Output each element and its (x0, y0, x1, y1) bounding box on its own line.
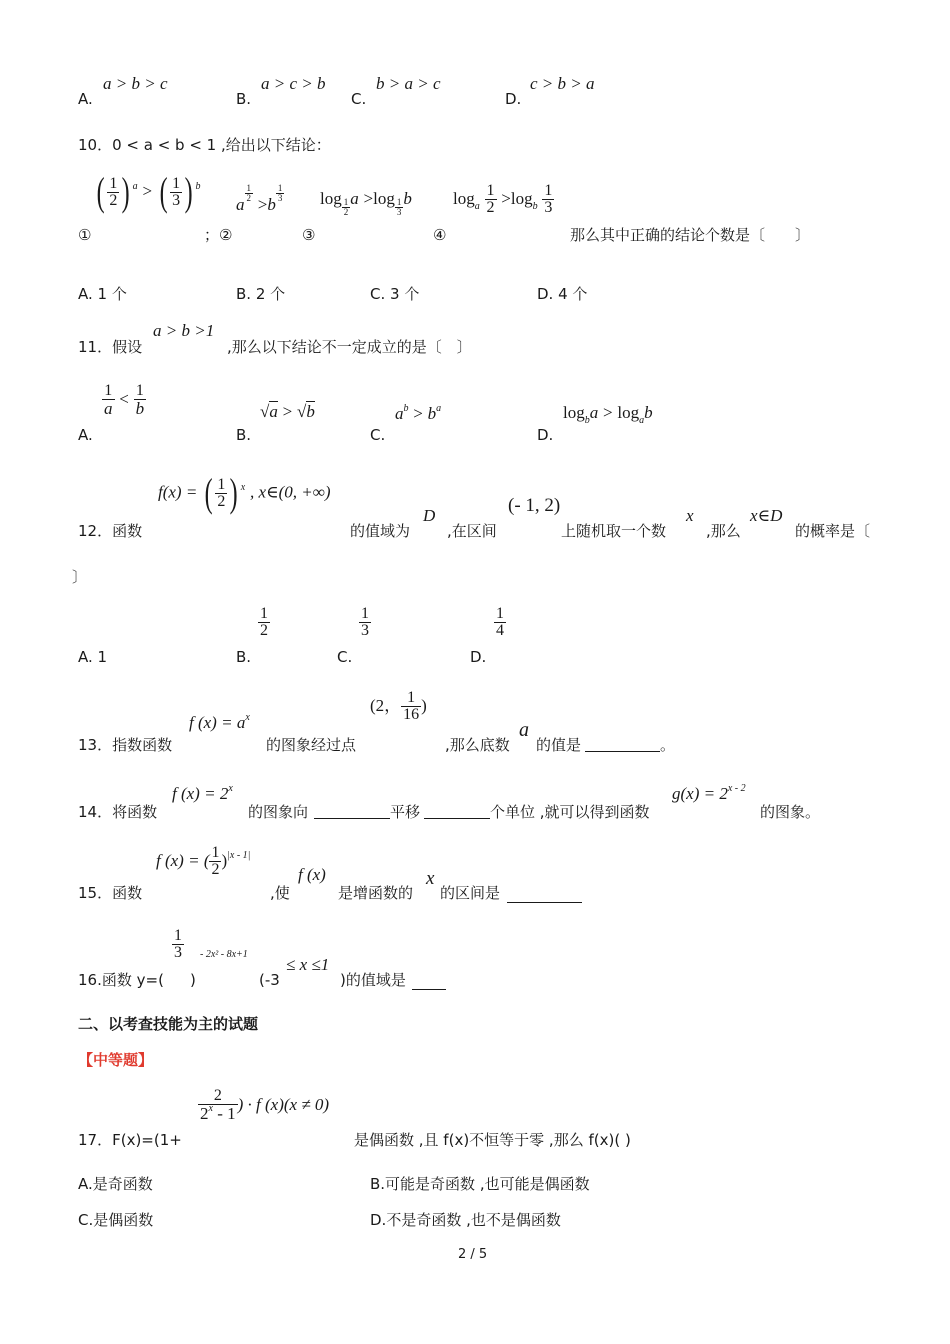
q12-option-c-label: C. (337, 648, 353, 666)
q13-stem-number: 13．指数函数 (78, 736, 173, 754)
q10-option-a: A. 1 个 (78, 285, 127, 303)
q10-option-b: B. 2 个 (236, 285, 286, 303)
q16-close-paren: ) (190, 971, 196, 989)
q12-probability-label: 的概率是〔 (795, 522, 871, 540)
q9-option-c-expr: b > a > c (376, 74, 441, 93)
q9-option-d-label: D. (505, 90, 522, 108)
q10-option-d: D. 4 个 (537, 285, 588, 303)
q11-option-b-label: B. (236, 426, 252, 444)
q16-tail: )的值域是 (340, 971, 406, 989)
q11-option-c-expr: $a^b > b^a$ (395, 403, 442, 423)
q14-units-blank[interactable] (424, 817, 490, 819)
q9-option-b-expr: a > c > b (261, 74, 326, 93)
q16-base-fraction: $\frac{1}{3}$ (174, 927, 182, 961)
q12-domain-symbol: D (423, 506, 436, 525)
q10-question-tail: 那么其中正确的结论个数是〔 〕 (570, 226, 811, 244)
q12-x-symbol: x (686, 506, 694, 525)
q14-stem-number: 14．将函数 (78, 803, 158, 821)
q16-answer-blank[interactable] (412, 988, 446, 990)
q15-x-symbol: x (426, 868, 435, 889)
q14-unit-label: 个单位 ,就可以得到函数 (490, 803, 650, 821)
q17-option-b: B.可能是奇函数 ,也可能是偶函数 (370, 1175, 590, 1193)
q11-option-d-label: D. (537, 426, 554, 444)
q15-function: f (x) = ( $\frac{1}{2}$ )$^{|x - 1|}$ (156, 844, 251, 878)
q12-option-a: A. 1 (78, 648, 108, 666)
q16-stem-number: 16.函数 y=( (78, 971, 164, 989)
q10-statement-1: ( $\frac{1}{2}$ ) $^a$ > ( $\frac{1}{3}$ ) $^b$ (96, 169, 201, 214)
q13-answer-blank[interactable] (585, 750, 660, 752)
q12-range-label: 的值域为 (350, 522, 411, 540)
q12-close-bracket: 〕 (72, 568, 88, 586)
q12-option-d-label: D. (470, 648, 487, 666)
q10-stem: 10．0 < a < b < 1 ,给出以下结论： (78, 136, 331, 154)
q15-increasing-label: 是增函数的 (338, 884, 414, 902)
q13-function: f $(x) = a^x$ (189, 712, 250, 732)
q12-function: f(x) = ( $\frac{1}{2}$ ) $^x$ , x∈(0, +∞) (158, 470, 331, 515)
q16-exponent: - 2x² - 8x+1 (200, 949, 248, 960)
page-number: 2 / 5 (458, 1247, 488, 1262)
q9-option-a-expr: a > b > c (103, 74, 168, 93)
q9-option-b-label: B. (236, 90, 252, 108)
q12-interval-label: ,在区间 (447, 522, 497, 540)
q12-option-c-value: $\frac{1}{3}$ (361, 605, 369, 639)
q15-stem-number: 15．函数 (78, 884, 143, 902)
q12-option-b-value: $\frac{1}{2}$ (260, 605, 268, 639)
q13-pass-label: 的图象经过点 (266, 736, 357, 754)
difficulty-level: 【中等题】 (78, 1051, 154, 1069)
q14-shift-label: 平移 (390, 803, 421, 821)
q14-function-g: $g(x) = 2^{x - 2}$ (672, 783, 746, 803)
section-title: 二、以考查技能为主的试题 (78, 1015, 259, 1033)
q10-separator: ；② (204, 226, 233, 244)
q11-option-a-label: A. (78, 426, 93, 444)
q12-then-label: ,那么 (706, 522, 741, 540)
q10-statement-2: a $\frac{1}{2}$ >b $\frac{1}{3}$ (236, 183, 283, 214)
q13-point: (2， $\frac{1}{16}$ ) (370, 689, 427, 723)
q17-stem-number: 17．F(x)=(1+ (78, 1131, 182, 1149)
q11-stem-prefix: 11．假设 (78, 338, 143, 356)
q13-a-symbol: a (519, 719, 529, 741)
q14-end: 的图象。 (760, 803, 821, 821)
q17-function: $\frac{2}{2^x - 1}$ ) · f (x)(x ≠ 0) (200, 1087, 330, 1123)
q15-answer-blank[interactable] (507, 901, 582, 903)
q10-marker-1: ① (78, 226, 92, 244)
q13-end: 。 (660, 736, 676, 754)
q16-range-prefix: (-3 (259, 971, 280, 989)
q12-option-d-value: $\frac{1}{4}$ (496, 605, 504, 639)
q10-marker-3: ③ (302, 226, 316, 244)
q9-option-c-label: C. (351, 90, 367, 108)
q11-option-a-expr: $\frac{1}{a}$ < $\frac{1}{b}$ (104, 382, 145, 418)
q12-stem-number: 12．函数 (78, 522, 143, 540)
q11-option-c-label: C. (370, 426, 386, 444)
q13-base-label: ,那么底数 (445, 736, 510, 754)
q11-stem-suffix: ,那么以下结论不一定成立的是〔 〕 (227, 338, 472, 356)
q12-pick-label: 上随机取一个数 (561, 522, 667, 540)
q17-stem: 是偶函数 ,且 f(x)不恒等于零 ,那么 f(x)( ) (354, 1131, 631, 1149)
q10-statement-3: log $\frac{1}{2}$ a >log $\frac{1}{3}$ b (320, 189, 412, 217)
q16-range: ≤ x ≤1 (286, 955, 330, 974)
q11-condition: a > b >1 (153, 321, 215, 340)
q17-option-c: C.是偶函数 (78, 1211, 154, 1229)
q10-statement-4: $\log_a$ $\frac{1}{2}$ $>\log_b$ $\frac{1}{3}$ (453, 182, 553, 216)
q12-option-b-label: B. (236, 648, 252, 666)
q14-direction-blank[interactable] (314, 817, 390, 819)
q15-fx-symbol: f (x) (298, 865, 326, 884)
q14-image-label: 的图象向 (248, 803, 309, 821)
q11-option-b-expr: √a > √b (260, 402, 315, 421)
q11-option-d-expr: $\log_ba > \log_ab$ (563, 403, 653, 426)
q9-option-a-label: A. (78, 90, 93, 108)
q15-interval-label: 的区间是 (440, 884, 501, 902)
q17-option-d: D.不是奇函数 ,也不是偶函数 (370, 1211, 561, 1229)
q17-option-a: A.是奇函数 (78, 1175, 153, 1193)
q15-make-label: ,使 (270, 884, 290, 902)
q12-x-in-d: x∈D (750, 506, 783, 525)
q10-marker-4: ④ (433, 226, 447, 244)
q13-value-label: 的值是 (536, 736, 582, 754)
q14-function-f: f $(x) = 2^x$ (172, 783, 233, 803)
q12-interval: (- 1, 2) (508, 495, 561, 516)
q9-option-d-expr: c > b > a (530, 74, 595, 93)
q10-option-c: C. 3 个 (370, 285, 420, 303)
